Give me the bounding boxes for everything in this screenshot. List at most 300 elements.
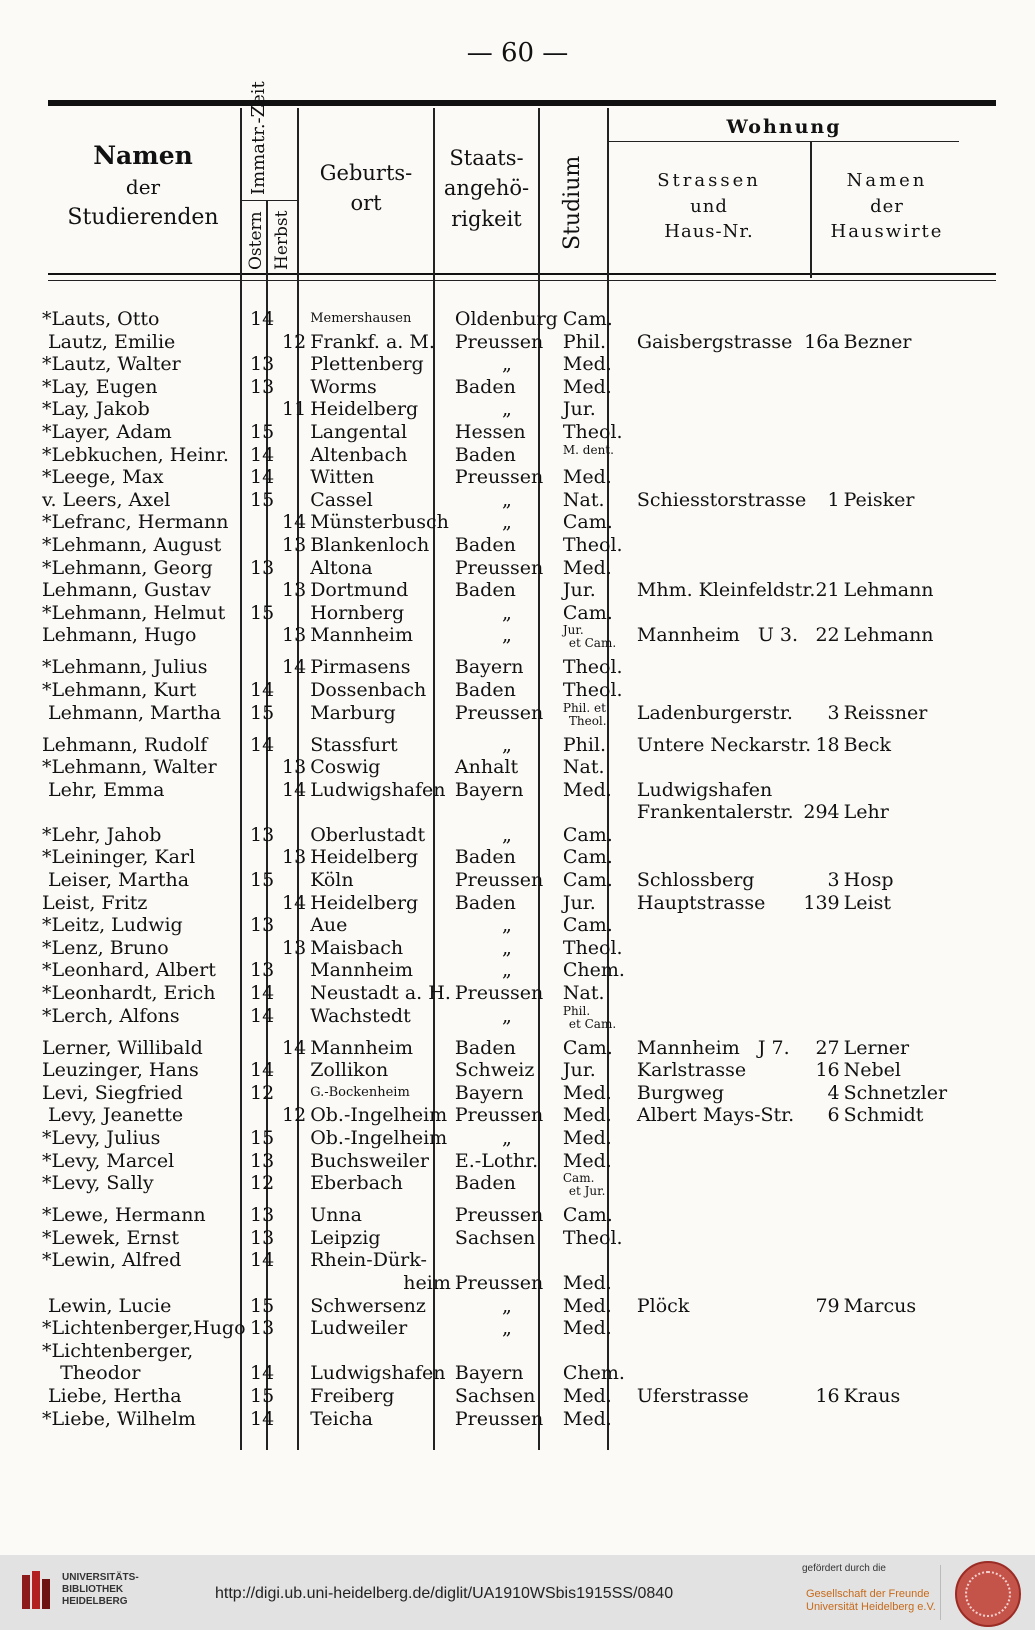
field-of-study xyxy=(561,1005,635,1037)
header-bottom-rule-2 xyxy=(48,280,996,281)
table-row xyxy=(40,779,986,802)
street-address xyxy=(635,779,842,802)
student-register-table xyxy=(40,308,986,1430)
immatr-herbst xyxy=(276,1362,308,1385)
student-name: *Lay, Jakob xyxy=(42,398,150,421)
field-of-study xyxy=(561,824,635,847)
nationality: Bayern xyxy=(454,1081,524,1104)
immatr-ostern: 13 xyxy=(250,1317,275,1340)
field-of-study xyxy=(561,1272,635,1295)
immatr-ostern: 13 xyxy=(250,375,275,398)
footer-bar xyxy=(0,1555,1035,1630)
landlord-name: Kraus xyxy=(843,1384,901,1407)
landlord-name: Nebel xyxy=(843,1059,901,1082)
student-name: *Lewe, Hermann xyxy=(42,1204,206,1227)
landlord-name xyxy=(842,353,986,376)
immatr-herbst: 13 xyxy=(282,533,307,556)
immatr-ostern xyxy=(248,398,276,421)
field-of-study xyxy=(561,1295,635,1318)
landlord-name: Schmidt xyxy=(843,1104,924,1127)
landlord-name xyxy=(842,557,986,580)
birthplace: Ludweiler xyxy=(310,1317,408,1340)
table-row xyxy=(40,1104,986,1127)
field-of-study-line: Med. xyxy=(562,1384,612,1407)
immatr-ostern: 14 xyxy=(250,1249,275,1272)
nationality: Preussen xyxy=(454,1204,544,1227)
immatr-herbst xyxy=(276,1059,308,1082)
immatr-ostern: 15 xyxy=(250,1384,275,1407)
nationality: Baden xyxy=(454,1036,516,1059)
student-name: Lewin, Lucie xyxy=(42,1294,172,1317)
street-address xyxy=(635,1227,842,1250)
field-of-study-line: Med. xyxy=(562,353,612,376)
immatr-ostern xyxy=(248,656,276,679)
nationality: E.-Lothr. xyxy=(454,1149,539,1172)
immatr-ostern: 14 xyxy=(250,982,275,1005)
birthplace: Oberlustadt xyxy=(310,823,426,846)
table-row xyxy=(40,959,986,982)
field-of-study xyxy=(561,1172,635,1204)
nationality: Baden xyxy=(454,443,516,466)
table-row xyxy=(40,1204,986,1227)
field-of-study xyxy=(561,557,635,580)
street-address xyxy=(635,937,842,960)
landlord-name xyxy=(842,679,986,702)
field-of-study xyxy=(561,398,635,421)
nationality: Hessen xyxy=(454,420,526,443)
table-row xyxy=(40,444,986,467)
street-name: Karlstrasse xyxy=(636,1059,747,1082)
street-name: Mhm. Kleinfeldstr. xyxy=(636,579,816,602)
immatr-herbst xyxy=(276,1005,308,1037)
street-address xyxy=(635,1127,842,1150)
birthplace: Coswig xyxy=(310,756,381,779)
immatr-herbst: 14 xyxy=(282,511,307,534)
street-address xyxy=(635,656,842,679)
field-of-study xyxy=(561,444,635,467)
field-of-study xyxy=(561,1127,635,1150)
house-number: 294 xyxy=(803,801,840,824)
immatr-herbst: 12 xyxy=(282,1104,307,1127)
student-name: *Lehmann, August xyxy=(42,533,222,556)
nationality: Sachsen xyxy=(454,1226,536,1249)
street-address xyxy=(635,1317,842,1340)
street-address xyxy=(635,444,842,467)
immatr-ostern: 14 xyxy=(250,466,275,489)
header-hauswirte: Namen der Hauswirte xyxy=(830,170,944,242)
field-of-study-line: Cam. xyxy=(562,869,613,892)
birthplace xyxy=(308,801,453,824)
field-of-study xyxy=(561,1317,635,1340)
nationality: „ xyxy=(501,1004,512,1027)
immatr-ostern: 13 xyxy=(250,1149,275,1172)
street-address xyxy=(635,534,842,557)
immatr-ostern: 15 xyxy=(250,869,275,892)
landlord-name xyxy=(842,1272,986,1295)
student-name: Levi, Siegfried xyxy=(42,1081,183,1104)
field-of-study-line: Phil. et xyxy=(562,701,606,715)
field-of-study xyxy=(561,779,635,802)
immatr-herbst: 13 xyxy=(282,624,307,647)
street-address xyxy=(635,1272,842,1295)
nationality: „ xyxy=(501,1294,512,1317)
student-name: *Leonhardt, Erich xyxy=(42,982,216,1005)
street-address xyxy=(635,1408,842,1431)
nationality: Preussen xyxy=(454,1104,544,1127)
birthplace: Altona xyxy=(310,556,373,579)
nationality: Preussen xyxy=(454,330,544,353)
street-address xyxy=(635,1005,842,1037)
nationality: „ xyxy=(501,601,512,624)
birthplace: Unna xyxy=(310,1204,363,1227)
street-address xyxy=(635,702,842,734)
table-row xyxy=(40,331,986,354)
nationality: Baden xyxy=(454,678,516,701)
immatr-herbst xyxy=(276,1127,308,1150)
immatr-ostern: 14 xyxy=(250,1004,275,1027)
immatr-ostern xyxy=(248,937,276,960)
street-name: Untere Neckarstr. xyxy=(636,733,812,756)
table-row xyxy=(40,1340,986,1363)
immatr-herbst xyxy=(276,1172,308,1204)
field-of-study xyxy=(561,1385,635,1408)
nationality: Baden xyxy=(454,579,516,602)
field-of-study xyxy=(561,959,635,982)
immatr-ostern xyxy=(248,331,276,354)
landlord-name xyxy=(842,824,986,847)
field-of-study xyxy=(561,1362,635,1385)
nationality: Preussen xyxy=(454,556,544,579)
immatr-herbst: 12 xyxy=(282,330,307,353)
table-row xyxy=(40,756,986,779)
immatr-ostern xyxy=(248,892,276,915)
birthplace: Altenbach xyxy=(310,443,408,466)
student-name: *Lichtenberger,Hugo xyxy=(42,1317,246,1340)
field-of-study xyxy=(561,1340,635,1363)
immatr-ostern xyxy=(248,579,276,602)
field-of-study-line: Nat. xyxy=(562,982,605,1005)
table-row xyxy=(40,824,986,847)
header-studium: Studium xyxy=(560,155,585,250)
table-row xyxy=(40,892,986,915)
landlord-name xyxy=(842,846,986,869)
birthplace: Dossenbach xyxy=(310,678,427,701)
field-of-study-line: Jur. xyxy=(562,1059,596,1082)
field-of-study-line: Med. xyxy=(562,466,612,489)
field-of-study-line: Cam. xyxy=(562,601,613,624)
birthplace: Witten xyxy=(310,466,375,489)
student-name: *Levy, Marcel xyxy=(42,1149,175,1172)
landlord-name xyxy=(842,656,986,679)
immatr-herbst xyxy=(276,982,308,1005)
landlord-name xyxy=(842,511,986,534)
birthplace: Mannheim xyxy=(310,959,414,982)
street-name: Mannheim U 3. xyxy=(636,624,799,647)
source-url-link[interactable]: http://digi.ub.uni-heidelberg.de/diglit/UA1910WSbis1915SS/0840 xyxy=(215,1585,674,1602)
immatr-herbst xyxy=(276,466,308,489)
field-of-study xyxy=(561,1104,635,1127)
student-name: *Lay, Eugen xyxy=(42,375,158,398)
landlord-name: Lehmann xyxy=(843,579,934,602)
birthplace: Schwersenz xyxy=(310,1294,426,1317)
landlord-name xyxy=(842,914,986,937)
birthplace: Cassel xyxy=(310,488,373,511)
immatr-herbst: 13 xyxy=(282,936,307,959)
street-address xyxy=(635,624,842,656)
landlord-name xyxy=(842,1249,986,1272)
immatr-ostern: 14 xyxy=(250,443,275,466)
header-namen: Namen der Studierenden xyxy=(67,141,219,231)
nationality: Baden xyxy=(454,846,516,869)
header-top-rule xyxy=(48,100,996,106)
student-name: v. Leers, Axel xyxy=(42,488,171,511)
immatr-ostern xyxy=(248,511,276,534)
house-number: 16a xyxy=(804,330,840,353)
immatr-divider xyxy=(242,200,297,201)
birthplace: Marburg xyxy=(310,701,396,724)
immatr-ostern xyxy=(248,624,276,656)
street-name: Schlossberg xyxy=(636,869,755,892)
street-address xyxy=(635,1082,842,1105)
birthplace: Frankf. a. M. xyxy=(310,330,435,353)
birthplace: Langental xyxy=(310,420,408,443)
landlord-name: Bezner xyxy=(843,330,912,353)
student-name: Lerner, Willibald xyxy=(42,1036,203,1059)
nationality: Baden xyxy=(454,1172,516,1195)
student-name: *Liebe, Wilhelm xyxy=(42,1407,196,1430)
student-name: *Leitz, Ludwig xyxy=(42,914,183,937)
header-bottom-rule xyxy=(48,273,996,275)
house-number: 79 xyxy=(815,1294,840,1317)
landlord-name xyxy=(842,376,986,399)
field-of-study xyxy=(561,376,635,399)
immatr-herbst xyxy=(276,1385,308,1408)
birthplace: Plettenberg xyxy=(310,353,424,376)
student-name: *Leininger, Karl xyxy=(42,846,196,869)
landlord-name: Leist xyxy=(843,891,891,914)
street-address xyxy=(635,466,842,489)
street-address xyxy=(635,331,842,354)
table-row xyxy=(40,511,986,534)
nationality: Bayern xyxy=(454,1362,524,1385)
immatr-herbst xyxy=(276,1150,308,1173)
nationality: Bayern xyxy=(454,656,524,679)
landlord-name: Hosp xyxy=(843,869,894,892)
birthplace: Ob.-Ingelheim xyxy=(310,1104,448,1127)
field-of-study-line: Jur. xyxy=(562,624,584,638)
immatr-herbst: 13 xyxy=(282,756,307,779)
street-address xyxy=(635,1385,842,1408)
library-name: UNIVERSITÄTS- BIBLIOTHEK HEIDELBERG xyxy=(62,1572,139,1607)
immatr-ostern: 13 xyxy=(250,1204,275,1227)
immatr-herbst xyxy=(276,734,308,757)
street-address xyxy=(635,353,842,376)
table-row xyxy=(40,1037,986,1060)
street-address xyxy=(635,557,842,580)
university-seal-icon xyxy=(955,1561,1021,1627)
table-row xyxy=(40,1005,986,1037)
street-address xyxy=(635,376,842,399)
landlord-name xyxy=(842,1127,986,1150)
field-of-study xyxy=(561,1150,635,1173)
library-logo-icon xyxy=(18,1569,58,1615)
field-of-study-line: Theol. xyxy=(562,936,623,959)
landlord-name xyxy=(842,308,986,331)
street-address xyxy=(635,421,842,444)
landlord-name: Lehr xyxy=(843,801,889,824)
immatr-herbst xyxy=(276,489,308,512)
field-of-study-line: Med. xyxy=(562,778,612,801)
nationality: Bayern xyxy=(454,778,524,801)
immatr-ostern: 13 xyxy=(250,1226,275,1249)
street-address xyxy=(635,1172,842,1204)
student-name: *Leege, Max xyxy=(42,466,164,489)
birthplace: Maisbach xyxy=(310,936,404,959)
house-number: 16 xyxy=(815,1384,840,1407)
header-strassen: Strassen und Haus-Nr. xyxy=(657,170,761,242)
landlord-name: Schnetzler xyxy=(843,1081,948,1104)
field-of-study xyxy=(561,937,635,960)
house-number: 4 xyxy=(827,1081,840,1104)
student-name: Liebe, Hertha xyxy=(42,1384,182,1407)
student-name: Leist, Fritz xyxy=(42,891,148,914)
field-of-study-line: Cam. xyxy=(562,823,613,846)
nationality: „ xyxy=(501,488,512,511)
birthplace: Aue xyxy=(310,914,348,937)
nationality: „ xyxy=(501,353,512,376)
street-address xyxy=(635,1104,842,1127)
house-number: 3 xyxy=(827,869,840,892)
immatr-ostern xyxy=(248,534,276,557)
immatr-ostern: 15 xyxy=(250,420,275,443)
nationality: Baden xyxy=(454,891,516,914)
field-of-study xyxy=(561,756,635,779)
landlord-name: Reissner xyxy=(843,701,928,724)
immatr-ostern xyxy=(248,779,276,802)
field-of-study-line: Cam. xyxy=(562,1172,595,1186)
immatr-ostern: 13 xyxy=(250,959,275,982)
nationality: „ xyxy=(501,823,512,846)
immatr-herbst xyxy=(276,1295,308,1318)
street-name: Schiesstorstrasse xyxy=(636,488,807,511)
field-of-study xyxy=(561,1059,635,1082)
landlord-name xyxy=(842,602,986,625)
street-address xyxy=(635,579,842,602)
landlord-name xyxy=(842,1204,986,1227)
table-row xyxy=(40,376,986,399)
table-row xyxy=(40,1385,986,1408)
field-of-study-line: Cam. xyxy=(562,1204,613,1227)
table-row xyxy=(40,579,986,602)
birthplace: Worms xyxy=(310,375,377,398)
landlord-name xyxy=(842,1317,986,1340)
immatr-herbst xyxy=(276,824,308,847)
birthplace: Rhein-Dürk- xyxy=(310,1249,427,1272)
immatr-herbst xyxy=(276,801,308,824)
immatr-ostern: 13 xyxy=(250,556,275,579)
nationality: „ xyxy=(501,1317,512,1340)
street-address xyxy=(635,1362,842,1385)
landlord-name xyxy=(842,756,986,779)
immatr-ostern: 14 xyxy=(250,678,275,701)
nationality xyxy=(453,1249,561,1272)
immatr-ostern: 14 xyxy=(250,308,275,330)
birthplace: Heidelberg xyxy=(310,398,419,421)
student-name: *Lenz, Bruno xyxy=(42,936,169,959)
field-of-study-line: Med. xyxy=(562,1294,612,1317)
student-name: *Lehmann, Kurt xyxy=(42,678,197,701)
birthplace: Heidelberg xyxy=(310,846,419,869)
immatr-ostern: 14 xyxy=(250,1407,275,1430)
immatr-herbst xyxy=(276,1227,308,1250)
street-address xyxy=(635,1249,842,1272)
street-name: Albert Mays-Str. xyxy=(636,1104,795,1127)
landlord-name: Peisker xyxy=(843,488,915,511)
table-row xyxy=(40,466,986,489)
table-row xyxy=(40,1362,986,1385)
birthplace: Mannheim xyxy=(310,624,414,647)
student-name: *Leonhard, Albert xyxy=(42,959,216,982)
immatr-herbst: 13 xyxy=(282,579,307,602)
street-address xyxy=(635,1037,842,1060)
street-address xyxy=(635,1150,842,1173)
table-row xyxy=(40,489,986,512)
immatr-herbst xyxy=(276,1082,308,1105)
street-address xyxy=(635,756,842,779)
table-row xyxy=(40,1227,986,1250)
student-name: Theodor xyxy=(42,1362,141,1385)
birthplace: Wachstedt xyxy=(310,1004,411,1027)
immatr-ostern: 12 xyxy=(250,1081,275,1104)
student-name: Lehmann, Rudolf xyxy=(42,733,208,756)
street-address xyxy=(635,846,842,869)
immatr-herbst: 14 xyxy=(282,656,307,679)
field-of-study-line-2: et Jur. xyxy=(568,1184,606,1199)
house-number: 18 xyxy=(815,733,840,756)
table-row xyxy=(40,1059,986,1082)
field-of-study xyxy=(561,1249,635,1272)
street-name: Frankentalerstr. xyxy=(636,801,794,824)
immatr-ostern xyxy=(248,801,276,824)
immatr-ostern: 14 xyxy=(250,733,275,756)
field-of-study-line: Cam. xyxy=(562,511,613,534)
immatr-ostern xyxy=(248,1340,276,1363)
nationality: „ xyxy=(501,733,512,756)
house-number: 1 xyxy=(827,488,840,511)
field-of-study-line: Jur. xyxy=(562,398,596,421)
field-of-study-line: Theol. xyxy=(562,656,623,679)
field-of-study-line: Cam. xyxy=(562,846,613,869)
street-address xyxy=(635,801,842,824)
house-number: 6 xyxy=(827,1104,840,1127)
birthplace: Köln xyxy=(310,869,354,892)
street-address xyxy=(635,734,842,757)
field-of-study xyxy=(561,534,635,557)
table-row xyxy=(40,869,986,892)
immatr-herbst xyxy=(276,376,308,399)
field-of-study xyxy=(561,734,635,757)
immatr-herbst xyxy=(276,914,308,937)
table-row xyxy=(40,702,986,734)
immatr-ostern xyxy=(248,1037,276,1060)
landlord-name xyxy=(842,779,986,802)
student-name: *Lebkuchen, Heinr. xyxy=(42,443,229,466)
nationality: Preussen xyxy=(454,701,544,724)
field-of-study-line: Theol. xyxy=(562,1226,623,1249)
birthplace: Mannheim xyxy=(310,1036,414,1059)
immatr-herbst xyxy=(276,959,308,982)
street-address xyxy=(635,1340,842,1363)
